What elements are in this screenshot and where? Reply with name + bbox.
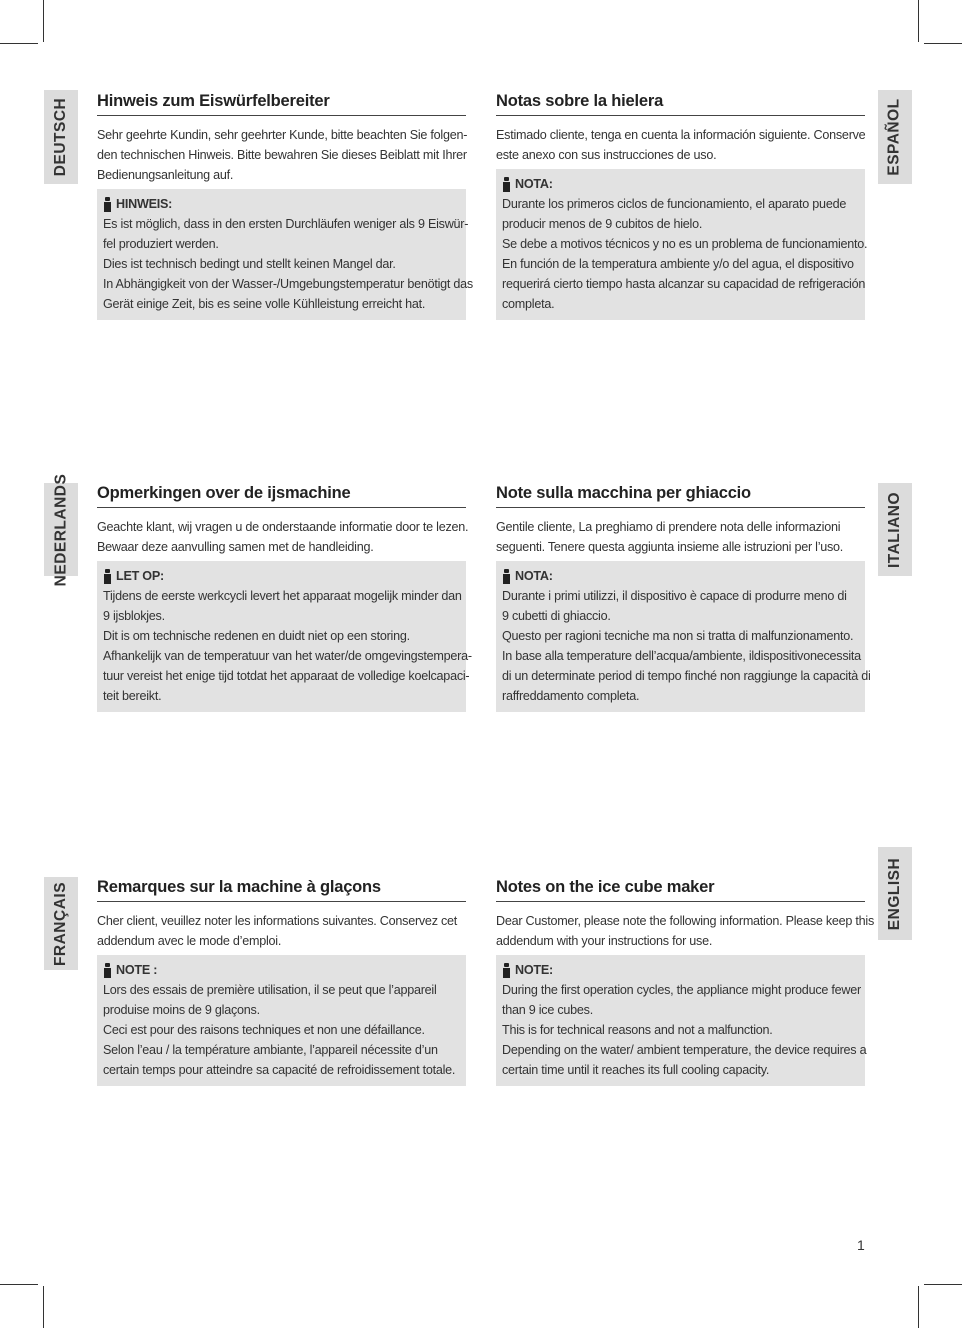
note-line: Afhankelijk van de temperatuur van het water/de omgevingstempera- bbox=[103, 649, 472, 663]
note-line: Questo per ragioni tecniche ma non si tratta di malfunzionamento. bbox=[502, 629, 854, 643]
note-line: Ceci est pour des raisons techniques et non une défaillance. bbox=[103, 1023, 425, 1037]
section-en bbox=[496, 878, 875, 1086]
language-tab-it: ITALIANO bbox=[878, 483, 912, 576]
note-line: Selon l’eau / la température ambiante, l’appareil nécessite d’un bbox=[103, 1043, 438, 1057]
note-line: than 9 ice cubes. bbox=[502, 1003, 593, 1017]
intro-text bbox=[496, 911, 875, 951]
note-line: In Abhängigkeit von der Wasser-/Umgebungstemperatur benötigt das bbox=[103, 277, 473, 291]
note-box bbox=[496, 169, 868, 320]
note-label: NOTA: bbox=[515, 569, 553, 583]
section-title: Remarques sur la machine à glaçons bbox=[97, 878, 466, 902]
note-line: teit bereikt. bbox=[103, 689, 162, 703]
note-box bbox=[97, 561, 472, 712]
intro-text bbox=[97, 517, 469, 557]
note-line: di un determinate period di tempo finché non raggiunge la capacità di bbox=[502, 669, 871, 683]
section-es bbox=[496, 92, 868, 320]
section-title: Opmerkingen over de ijsmachine bbox=[97, 484, 466, 508]
intro-line: addendum with your instructions for use. bbox=[496, 934, 713, 948]
intro-text bbox=[97, 911, 466, 951]
info-icon bbox=[103, 963, 112, 978]
note-box bbox=[97, 189, 473, 320]
crop-mark bbox=[43, 0, 44, 42]
intro-text bbox=[496, 517, 865, 557]
intro-line: Estimado cliente, tenga en cuenta la información siguiente. Conserve bbox=[496, 128, 866, 142]
note-line: In base alla temperature dell’acqua/ambiente, ildispositivonecessita bbox=[502, 649, 861, 663]
note-line: Lors des essais de première utilisation, il se peut que l’appareil bbox=[103, 983, 437, 997]
crop-mark bbox=[918, 0, 919, 42]
language-tab-es: ESPAÑOL bbox=[878, 90, 912, 184]
note-box bbox=[496, 561, 871, 712]
intro-line: Bewaar deze aanvulling samen met de handleiding. bbox=[97, 540, 374, 554]
note-line: raffreddamento completa. bbox=[502, 689, 640, 703]
info-icon bbox=[502, 177, 511, 192]
note-label: NOTE: bbox=[515, 963, 553, 977]
note-label: NOTA: bbox=[515, 177, 553, 191]
section-fr bbox=[97, 878, 466, 1086]
section-title: Notas sobre la hielera bbox=[496, 92, 865, 116]
language-tab-de: DEUTSCH bbox=[44, 90, 78, 184]
note-box bbox=[496, 955, 865, 1086]
note-line: En función de la temperatura ambiente y/o del agua, el dispositivo bbox=[502, 257, 854, 271]
intro-line: Geachte klant, wij vragen u de onderstaande informatie door te lezen. bbox=[97, 520, 469, 534]
intro-text bbox=[97, 125, 466, 185]
info-icon bbox=[502, 963, 511, 978]
note-line: 9 cubetti di ghiaccio. bbox=[502, 609, 611, 623]
note-line: completa. bbox=[502, 297, 555, 311]
note-header bbox=[103, 566, 460, 586]
crop-mark bbox=[924, 43, 962, 44]
info-icon bbox=[103, 569, 112, 584]
note-line: produise moins de 9 glaçons. bbox=[103, 1003, 260, 1017]
note-line: Es ist möglich, dass in den ersten Durchläufen weniger als 9 Eiswür- bbox=[103, 217, 469, 231]
language-tab-fr: FRANÇAIS bbox=[44, 877, 78, 970]
note-header bbox=[502, 960, 859, 980]
intro-line: den technischen Hinweis. Bitte bewahren Sie dieses Beiblatt mit Ihrer bbox=[97, 148, 467, 162]
note-header bbox=[103, 194, 460, 214]
note-line: This is for technical reasons and not a malfunction. bbox=[502, 1023, 773, 1037]
note-label: HINWEIS: bbox=[116, 197, 173, 211]
note-line: Durante los primeros ciclos de funcionamiento, el aparato puede bbox=[502, 197, 847, 211]
language-tab-en: ENGLISH bbox=[878, 847, 912, 940]
note-line: 9 ijsblokjes. bbox=[103, 609, 165, 623]
section-de bbox=[97, 92, 473, 320]
section-title: Note sulla macchina per ghiaccio bbox=[496, 484, 865, 508]
page-number: 1 bbox=[857, 1237, 865, 1253]
note-line: Gerät einige Zeit, bis es seine volle Kühlleistung erreicht hat. bbox=[103, 297, 426, 311]
note-header bbox=[502, 174, 859, 194]
intro-text bbox=[496, 125, 865, 165]
note-line: tuur vereist het enige tijd totdat het apparaat de volledige koelcapaci- bbox=[103, 669, 470, 683]
section-title: Notes on the ice cube maker bbox=[496, 878, 865, 902]
crop-mark bbox=[924, 1284, 962, 1285]
info-icon bbox=[502, 569, 511, 584]
intro-line: este anexo con sus instrucciones de uso. bbox=[496, 148, 717, 162]
intro-line: Gentile cliente, La preghiamo di prendere nota delle informazioni bbox=[496, 520, 841, 534]
note-line: certain time until it reaches its full cooling capacity. bbox=[502, 1063, 770, 1077]
note-line: Tijdens de eerste werkcycli levert het apparaat mogelijk minder dan bbox=[103, 589, 462, 603]
intro-line: seguenti. Tenere questa aggiunta insieme alle istruzioni per l’uso. bbox=[496, 540, 844, 554]
note-line: Depending on the water/ ambient temperature, the device requires a bbox=[502, 1043, 867, 1057]
note-header bbox=[502, 566, 859, 586]
section-it bbox=[496, 484, 871, 712]
note-line: Dit is om technische redenen en duidt niet op een storing. bbox=[103, 629, 410, 643]
language-tab-nl: NEDERLANDS bbox=[44, 483, 78, 576]
info-icon bbox=[103, 197, 112, 212]
section-title: Hinweis zum Eiswürfelbereiter bbox=[97, 92, 466, 116]
intro-line: Cher client, veuillez noter les informations suivantes. Conservez cet bbox=[97, 914, 458, 928]
intro-line: addendum avec le mode d’emploi. bbox=[97, 934, 282, 948]
note-box bbox=[97, 955, 466, 1086]
note-line: fel produziert werden. bbox=[103, 237, 219, 251]
note-line: Dies ist technisch bedingt und stellt keinen Mangel dar. bbox=[103, 257, 396, 271]
crop-mark bbox=[43, 1286, 44, 1328]
note-line: producir menos de 9 cubitos de hielo. bbox=[502, 217, 703, 231]
note-label: LET OP: bbox=[116, 569, 164, 583]
intro-line: Bedienungsanleitung auf. bbox=[97, 168, 234, 182]
crop-mark bbox=[0, 43, 38, 44]
note-line: Se debe a motivos técnicos y no es un problema de funcionamiento. bbox=[502, 237, 868, 251]
section-nl bbox=[97, 484, 472, 712]
crop-mark bbox=[918, 1286, 919, 1328]
note-header bbox=[103, 960, 460, 980]
note-line: certain temps pour atteindre sa capacité de refroidissement totale. bbox=[103, 1063, 456, 1077]
crop-mark bbox=[0, 1284, 38, 1285]
note-line: During the first operation cycles, the appliance might produce fewer bbox=[502, 983, 861, 997]
note-line: requerirá cierto tiempo hasta alcanzar su capacidad de refrigeración bbox=[502, 277, 866, 291]
intro-line: Dear Customer, please note the following information. Please keep this bbox=[496, 914, 875, 928]
note-line: Durante i primi utilizzi, il dispositivo è capace di produrre meno di bbox=[502, 589, 847, 603]
note-label: NOTE : bbox=[116, 963, 158, 977]
intro-line: Sehr geehrte Kundin, sehr geehrter Kunde, bitte beachten Sie folgen- bbox=[97, 128, 468, 142]
